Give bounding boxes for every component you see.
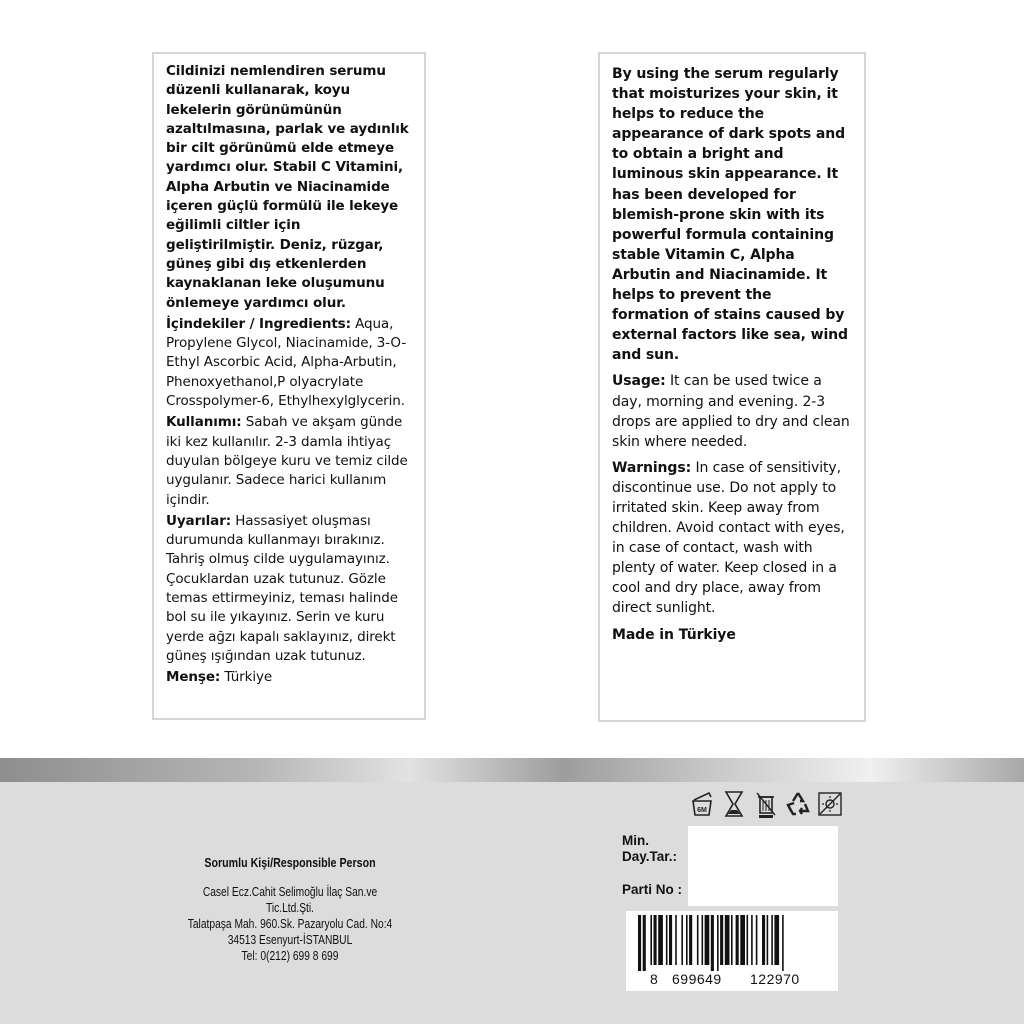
warnings-text-en: In case of sensitivity, discontinue use. Do not apply to irritated skin. Keep away from children. Avoid contact with eyes, in case of contact, wash with plenty of water. Keep closed in a cool and dry place, away from direct sunlight.	[612, 459, 845, 617]
english-intro: By using the serum regularly that moisturizes your skin, it helps to reduce the appearance of dark spots and to obtain a bright and luminous skin appearance. It has been developed for blemish-prone skin with its powerful formula containing stable Vitamin C, Alpha Arbutin and Niacinamide. It helps to prevent the formation of stains caused by external factors like sea, wind and sun.	[612, 66, 848, 364]
barcode-bar	[725, 915, 730, 965]
barcode-bar	[740, 915, 745, 965]
warnings-label-tr: Uyarılar:	[166, 512, 232, 529]
barcode-bar	[711, 915, 714, 971]
hourglass-icon	[721, 789, 747, 819]
pao-label: 6M	[697, 807, 707, 814]
package-symbols	[689, 789, 843, 821]
barcode-bar	[638, 915, 641, 971]
barcode-bar	[731, 915, 733, 965]
barcode-bar	[774, 915, 779, 965]
usage-label-tr: Kullanımı:	[166, 414, 242, 431]
recycle-icon	[785, 789, 811, 819]
turkish-usage	[166, 413, 414, 509]
barcode-bar	[666, 915, 668, 965]
origin-text: Türkiye	[220, 669, 273, 686]
warnings-label-en: Warnings:	[612, 459, 692, 476]
metallic-stripe	[0, 758, 1024, 782]
usage-text-tr: Sabah ve akşam günde iki kez kullanılır. 2-3 damla ihtiyaç duyulan bölgeye kuru ve temiz cilde uygulanır. Sadece harici kullanım içindir.	[166, 414, 408, 508]
barcode-bar	[689, 915, 692, 965]
barcode-bar	[650, 915, 652, 965]
barcode-bar	[705, 915, 710, 965]
barcode-first-digit: 8	[650, 971, 659, 987]
barcode-bar	[658, 915, 663, 965]
barcode-right-digits: 122970	[750, 971, 800, 987]
made-in: Made in Türkiye	[612, 626, 736, 643]
barcode-bar	[697, 915, 699, 965]
ingredients-text: Aqua, Propylene Glycol, Niacinamide, 3-O-Ethyl Ascorbic Acid, Alpha-Arbutin, Phenoxyethanol,P olyacrylate Crosspolymer-6, Ethylhexylglycerin.	[166, 315, 407, 410]
barcode-left-digits: 699649	[672, 971, 722, 987]
responsible-address: Talatpaşa Mah. 960.Sk. Pazaryolu Cad. No:4	[187, 917, 393, 931]
barcode-bar	[675, 915, 677, 965]
turkish-origin	[166, 668, 414, 687]
barcode-bar	[681, 915, 683, 965]
origin-label: Menşe:	[166, 669, 221, 686]
barcode-bar	[762, 915, 765, 965]
turkish-intro: Cildinizi nemlendiren serumu düzenli kullanarak, koyu lekelerin görünümünün azaltılmasına, parlak ve aydınlık bir cilt görünümü elde etmeye yardımcı olur. Stabil C Vitamini, Alpha Arbutin ve Niacinamide içeren güçlü formülü ile lekeye eğilimli ciltler için geliştirilmiştir. Deniz, rüzgar, güneş gibi dış etkenlerden kaynaklanan leke oluşumunu önlemeye yardımcı olur.	[166, 63, 409, 311]
barcode-bar	[756, 915, 758, 965]
barcode-bars	[634, 915, 830, 971]
turkish-info-panel	[152, 52, 426, 720]
usage-text-en: It can be used twice a day, morning and evening. 2-3 drops are applied to dry and clean skin where needed.	[612, 373, 850, 450]
barcode-bar	[720, 915, 723, 965]
english-warnings	[612, 458, 852, 619]
warnings-text-tr: Hassasiyet oluşması durumunda kullanmayı bırakınız. Tahriş olmuş cilde uygulamayınız. Çocuklardan uzak tutunuz. Gözle temas ettirmeyiniz, teması halinde bol su ile yıkayınız. Serin ve kuru yerde ağzı kapalı saklayınız, direkt güneş ışığından uzak tutunuz.	[166, 512, 398, 664]
barcode-bar	[669, 915, 672, 965]
turkish-warnings	[166, 512, 414, 666]
usage-label-en: Usage:	[612, 373, 666, 390]
lot-labels	[622, 833, 682, 897]
trash-bin-icon	[753, 789, 779, 819]
pao-jar-icon	[689, 789, 715, 819]
english-info-panel	[598, 52, 866, 722]
barcode-bar	[717, 915, 719, 971]
barcode-bar	[782, 915, 784, 971]
barcode-bar	[767, 915, 769, 965]
responsible-company: Casel Ecz.Cahit Selimoğlu İlaç San.ve Tic.Ltd.Şti.	[202, 885, 378, 915]
barcode-bar	[686, 915, 688, 965]
barcode-bar	[771, 915, 773, 965]
barcode-bar	[643, 915, 646, 971]
barcode-bar	[751, 915, 753, 965]
responsible-person-block	[183, 855, 396, 964]
expiry-label-line2: Day.Tar.:	[622, 849, 678, 864]
lot-print-area	[688, 826, 838, 906]
ingredients-label: İçindekiler / Ingredients:	[166, 315, 351, 332]
responsible-city: 34513 Esenyurt-İSTANBUL	[227, 933, 353, 947]
barcode-bar	[654, 915, 657, 965]
turkish-ingredients	[166, 315, 414, 411]
barcode-bar	[702, 915, 704, 965]
responsible-phone: Tel: 0(212) 699 8 699	[241, 949, 339, 963]
barcode-bar	[747, 915, 749, 965]
lot-number-label: Parti No :	[622, 882, 683, 897]
no-sun-icon	[817, 789, 843, 819]
responsible-title: Sorumlu Kişi/Responsible Person	[204, 855, 376, 870]
english-usage	[612, 371, 852, 451]
bottom-band	[0, 758, 1024, 1024]
barcode-bar	[736, 915, 739, 965]
barcode	[626, 911, 838, 991]
expiry-label-line1: Min.	[622, 833, 649, 848]
